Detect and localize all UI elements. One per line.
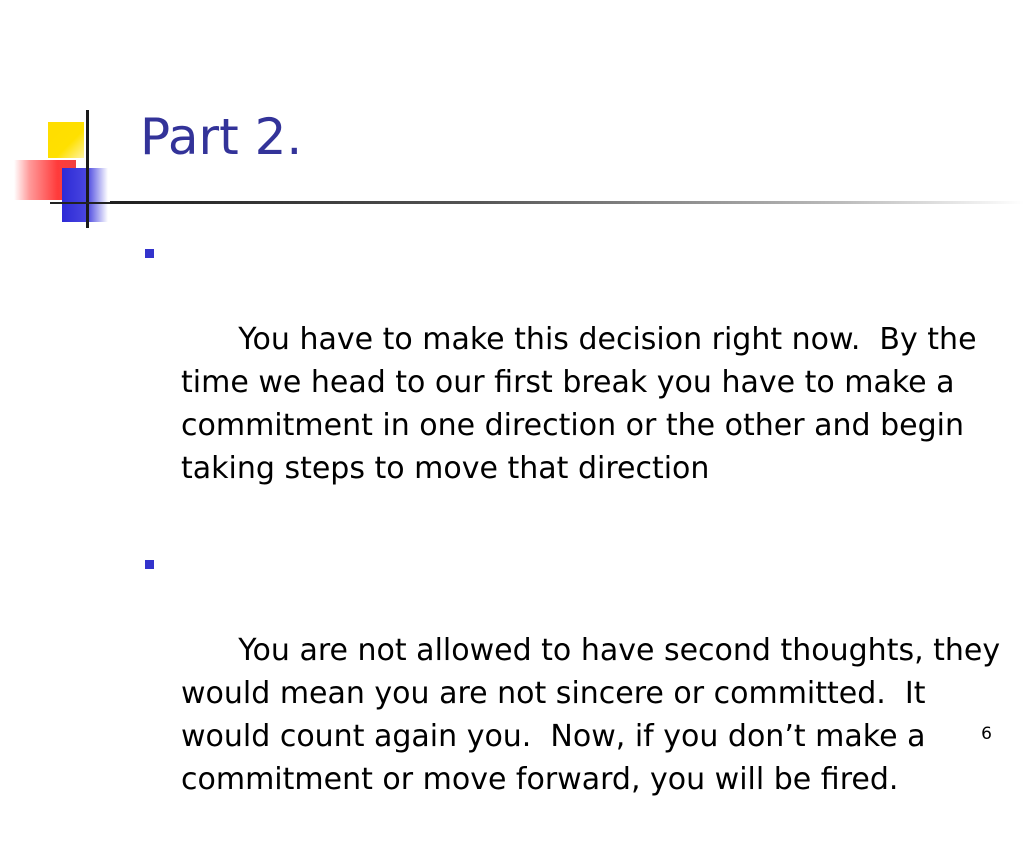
- bullet-item: [145, 232, 1005, 533]
- bullet-item: [145, 543, 1010, 844]
- blue-square-icon: [62, 168, 108, 222]
- page-number: 6: [981, 724, 992, 744]
- bullet-list: [145, 232, 1010, 854]
- title-divider: [110, 201, 1024, 204]
- slide-title: Part 2.: [140, 108, 303, 166]
- bullet-square-icon: [145, 249, 154, 258]
- yellow-square-icon: [48, 122, 84, 158]
- slide-logo-graphic: [0, 100, 150, 230]
- bullet-square-icon: [145, 560, 154, 569]
- logo-vertical-line: [86, 110, 89, 228]
- logo-horizontal-line: [50, 202, 110, 204]
- bullet-text: You have to make this decision right now. By the time we head to our first break you have to make a commitment in one direction or the other and begin taking steps to move that direction: [181, 322, 987, 486]
- bullet-text: You are not allowed to have second thoughts, they would mean you are not sincere or committed. It would count again you. Now, if you don’t make a commitment or move forward, you will be fired.: [181, 633, 1010, 797]
